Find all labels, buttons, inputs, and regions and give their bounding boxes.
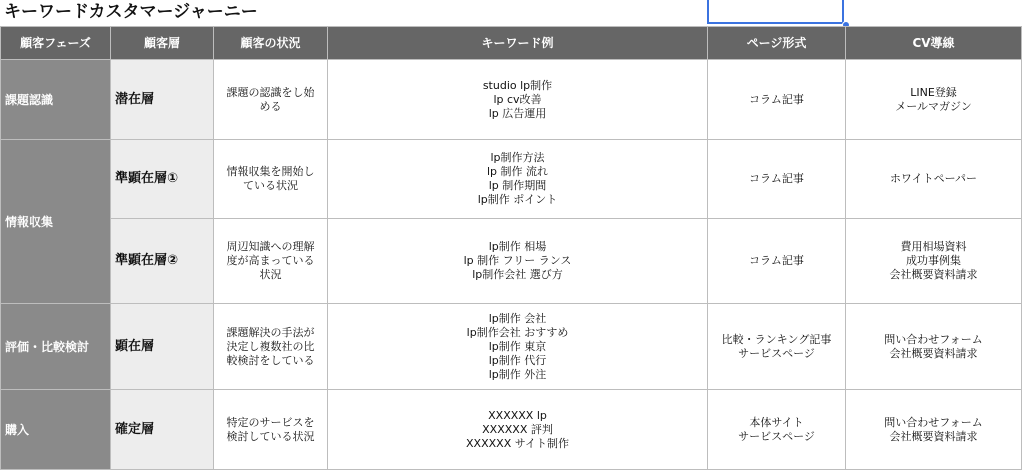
keyword: lp制作 代行 [488, 353, 547, 367]
keywords-cell[interactable] [328, 390, 708, 470]
situation-cell[interactable]: 課題解決の手法が決定し複数社の比較検討をしている [214, 304, 328, 390]
cv-cell[interactable] [846, 304, 1022, 390]
situation-cell[interactable]: 情報収集を開始している状況 [214, 140, 328, 219]
cv-item: 会社概要資料請求 [889, 268, 978, 281]
cv-item: 問い合わせフォーム [884, 332, 983, 346]
keyword: studio lp制作 [482, 78, 553, 92]
cv-item: 成功事例集 [906, 254, 961, 267]
cv-item: 費用相場資料 [900, 240, 967, 253]
phase-cell[interactable]: 課題認識 [1, 60, 111, 140]
cv-cell[interactable] [846, 60, 1022, 140]
phase-cell[interactable]: 評価・比較検討 [1, 304, 111, 390]
header-cv[interactable]: CV導線 [846, 27, 1022, 60]
page-format: サービスページ [738, 346, 815, 360]
keyword: lp 制作期間 [488, 179, 547, 192]
keyword: lp制作 東京 [488, 339, 547, 353]
tier-cell[interactable]: 潜在層 [111, 60, 214, 140]
page-format: 本体サイト [749, 415, 804, 429]
keyword: lp cv改善 [493, 92, 542, 106]
page-format-cell[interactable] [708, 60, 846, 140]
keyword: lp 広告運用 [488, 106, 547, 120]
page-format-cell[interactable] [708, 140, 846, 219]
situation-cell[interactable]: 特定のサービスを検討している状況 [214, 390, 328, 470]
page-format: サービスページ [738, 429, 815, 443]
phase-cell[interactable]: 購入 [1, 390, 111, 470]
sheet-title: キーワードカスタマージャーニー [4, 2, 258, 22]
header-row [1, 27, 1022, 60]
tier-cell[interactable]: 顕在層 [111, 304, 214, 390]
selected-cell[interactable] [707, 0, 844, 24]
page-format-cell[interactable] [708, 390, 846, 470]
situation-cell[interactable]: 周辺知識への理解度が高まっている状況 [214, 219, 328, 304]
cv-item: 会社概要資料請求 [889, 429, 978, 443]
keywords-cell[interactable] [328, 140, 708, 219]
keywords-cell[interactable] [328, 219, 708, 304]
page-format: コラム記事 [749, 254, 804, 267]
keyword: XXXXXX 評判 [482, 422, 553, 436]
cv-item: 問い合わせフォーム [884, 415, 983, 429]
header-tier[interactable]: 顧客層 [111, 27, 214, 60]
keyword: lp制作方法 [490, 151, 545, 164]
cv-cell[interactable] [846, 140, 1022, 219]
cv-item: ホワイトペーパー [889, 172, 978, 185]
tier-cell[interactable]: 準顕在層② [111, 219, 214, 304]
journey-table [0, 26, 1022, 470]
page-format-cell[interactable] [708, 219, 846, 304]
cv-item: LINE登録 [910, 85, 957, 99]
keyword: lp制作会社 選び方 [472, 268, 563, 281]
cv-cell[interactable] [846, 390, 1022, 470]
cv-item: メールマガジン [895, 99, 972, 113]
keyword: lp制作 相場 [488, 240, 547, 253]
header-phase[interactable]: 顧客フェーズ [1, 27, 111, 60]
keyword: lp制作 外注 [488, 367, 547, 381]
keyword: lp 制作 流れ [486, 165, 549, 178]
table-row [1, 219, 1022, 304]
table-row [1, 60, 1022, 140]
keyword: XXXXXX lp [488, 408, 547, 422]
tier-cell[interactable]: 準顕在層① [111, 140, 214, 219]
tier-cell[interactable]: 確定層 [111, 390, 214, 470]
keyword: lp制作 会社 [488, 311, 547, 325]
phase-cell[interactable]: 情報収集 [1, 140, 111, 304]
keyword: XXXXXX サイト制作 [466, 436, 569, 450]
cv-cell[interactable] [846, 219, 1022, 304]
table-row [1, 140, 1022, 219]
cv-item: 会社概要資料請求 [889, 346, 978, 360]
header-situation[interactable]: 顧客の状況 [214, 27, 328, 60]
keyword: lp制作会社 おすすめ [466, 325, 569, 339]
page-format: コラム記事 [749, 92, 804, 106]
keywords-cell[interactable] [328, 304, 708, 390]
table-row [1, 304, 1022, 390]
page-format: コラム記事 [749, 172, 804, 185]
header-keywords[interactable]: キーワード例 [328, 27, 708, 60]
header-page-format[interactable]: ページ形式 [708, 27, 846, 60]
table-row [1, 390, 1022, 470]
keyword: lp制作 ポイント [477, 193, 558, 206]
keyword: lp 制作 フリー ランス [463, 254, 572, 267]
keywords-cell[interactable] [328, 60, 708, 140]
page-format: 比較・ランキング記事 [721, 332, 832, 346]
page-format-cell[interactable] [708, 304, 846, 390]
situation-cell[interactable]: 課題の認識をし始める [214, 60, 328, 140]
